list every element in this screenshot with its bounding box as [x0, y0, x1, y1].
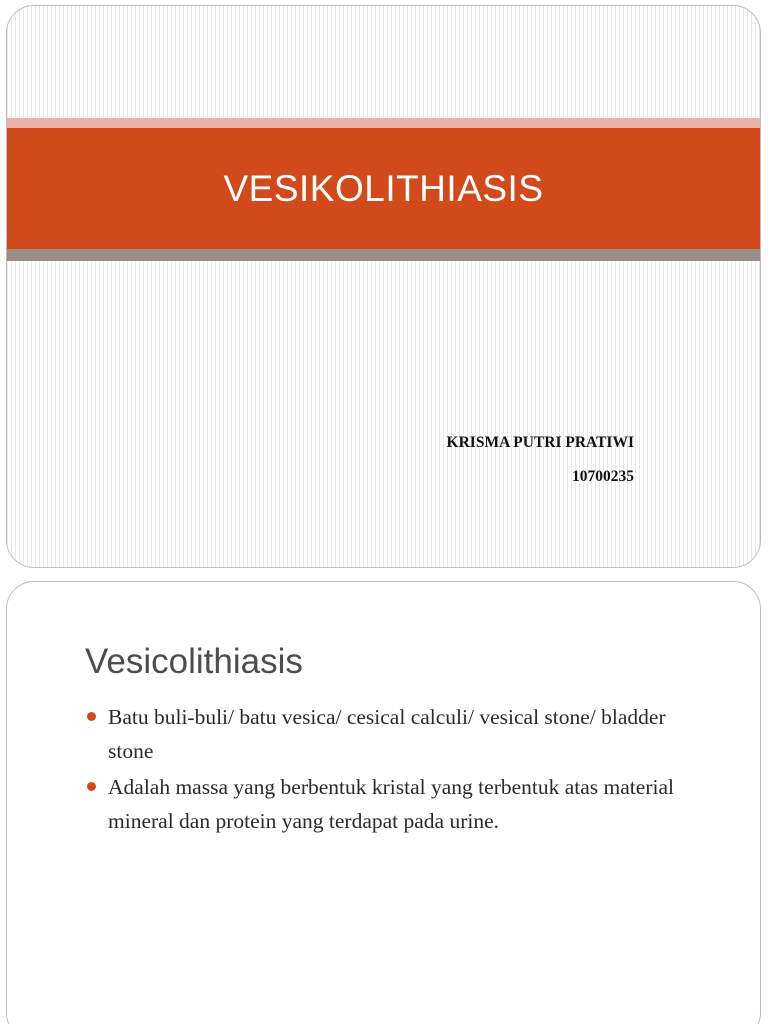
- bullet-dot-icon: [87, 782, 96, 791]
- slide-heading: Vesicolithiasis: [85, 642, 303, 681]
- slide-title: VESIKOLITHIASIS: [223, 167, 544, 209]
- title-band: [7, 128, 760, 249]
- bullet-list: [85, 700, 705, 840]
- author-name: KRISMA PUTRI PRATIWI: [446, 434, 634, 451]
- title-band-top-stripe: [7, 118, 760, 128]
- bullet-item: [85, 700, 705, 768]
- bullet-dot-icon: [87, 712, 96, 721]
- author-block: [447, 426, 634, 494]
- title-band-bottom-stripe: [7, 249, 760, 261]
- content-slide[interactable]: [6, 581, 761, 1024]
- bullet-text: Adalah massa yang berbentuk kristal yang terbentuk atas material mineral dan protein yang terdapat pada urine.: [108, 775, 674, 833]
- title-slide[interactable]: [6, 5, 761, 568]
- author-id: 10700235: [572, 468, 634, 485]
- bullet-text: Batu buli-buli/ batu vesica/ cesical calculi/ vesical stone/ bladder stone: [108, 705, 666, 763]
- bullet-item: [85, 770, 705, 838]
